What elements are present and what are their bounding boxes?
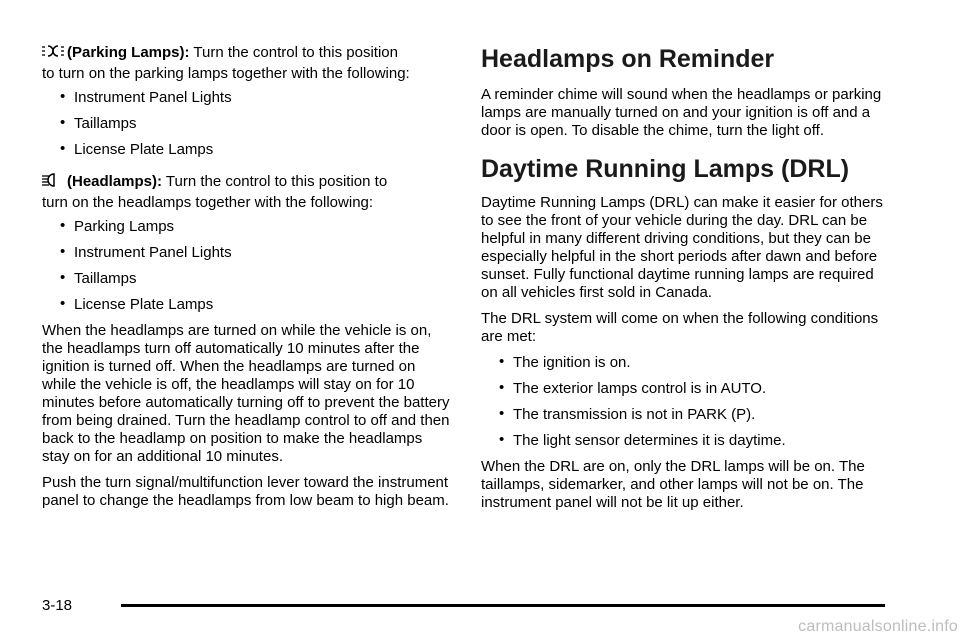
reminder-heading: Headlamps on Reminder	[481, 45, 775, 73]
headlamps-icon	[42, 173, 64, 192]
list-item: • Parking Lamps	[42, 218, 450, 236]
list-item: • License Plate Lamps	[42, 296, 450, 314]
headlamps-list	[42, 218, 450, 314]
list-item: • The ignition is on.	[481, 354, 893, 372]
list-item: • Instrument Panel Lights	[42, 89, 450, 107]
drl-intro-paragraph: Daytime Running Lamps (DRL) can make it easier for others to see the front of your vehicle during the day. DRL can be helpful in many different driving conditions, but they can be especially helpful in the short periods after dawn and before sunset. Fully functional daytime running lamps are required on all vehicles first sold in Canada.	[481, 194, 883, 301]
drl-conditions-intro: The DRL system will come on when the following conditions are met:	[481, 310, 879, 345]
drl-conditions-list	[481, 354, 893, 450]
reminder-paragraph: A reminder chime will sound when the headlamps or parking lamps are manually turned on and your ignition is off and a door is open. To disable the chime, turn the light off.	[481, 86, 882, 139]
list-item: • The light sensor determines it is daytime.	[481, 432, 893, 450]
list-item: • License Plate Lamps	[42, 141, 450, 159]
high-beam-paragraph: Push the turn signal/multifunction lever toward the instrument panel to change the headlamps from low beam to high beam.	[42, 474, 449, 509]
list-item: • The exterior lamps control is in AUTO.	[481, 380, 893, 398]
parking-lamps-lead	[42, 44, 450, 63]
list-item: • Instrument Panel Lights	[42, 244, 450, 262]
list-item: • The transmission is not in PARK (P).	[481, 406, 893, 424]
right-column	[481, 40, 893, 520]
parking-lamps-term: (Parking Lamps):	[67, 44, 190, 61]
list-item: • Taillamps	[42, 115, 450, 133]
parking-lamps-rest: to turn on the parking lamps together with the following:	[42, 65, 410, 82]
page-number: 3-18	[42, 597, 73, 614]
parking-lamps-text: Turn the control to this position	[189, 44, 398, 61]
auto-off-paragraph: When the headlamps are turned on while the vehicle is on, the headlamps turn off automatically 10 minutes after the ignition is turned off. When the headlamps are turned on while the vehicle is off, the headlamps will stay on for 10 minutes before automatically turning off to prevent the battery from being drained. Turn the headlamp control to off and then back to the headlamp on position to make the headlamps stay on for an additional 10 minutes.	[42, 322, 450, 465]
drl-on-paragraph: When the DRL are on, only the DRL lamps will be on. The taillamps, sidemarker, and other lamps will not be on. The instrument panel will not be lit up either.	[481, 458, 865, 511]
parking-lamps-icon	[42, 44, 64, 63]
headlamps-rest: turn on the headlamps together with the following:	[42, 194, 374, 211]
parking-lamps-list	[42, 89, 450, 159]
watermark: carmanualsonline.info	[798, 618, 958, 635]
footer-divider	[121, 604, 885, 607]
list-item: • Taillamps	[42, 270, 450, 288]
headlamps-lead	[42, 173, 450, 192]
headlamps-term: (Headlamps):	[67, 173, 163, 190]
left-column	[42, 44, 450, 518]
drl-heading: Daytime Running Lamps (DRL)	[481, 155, 850, 183]
headlamps-text: Turn the control to this position to	[162, 173, 388, 190]
